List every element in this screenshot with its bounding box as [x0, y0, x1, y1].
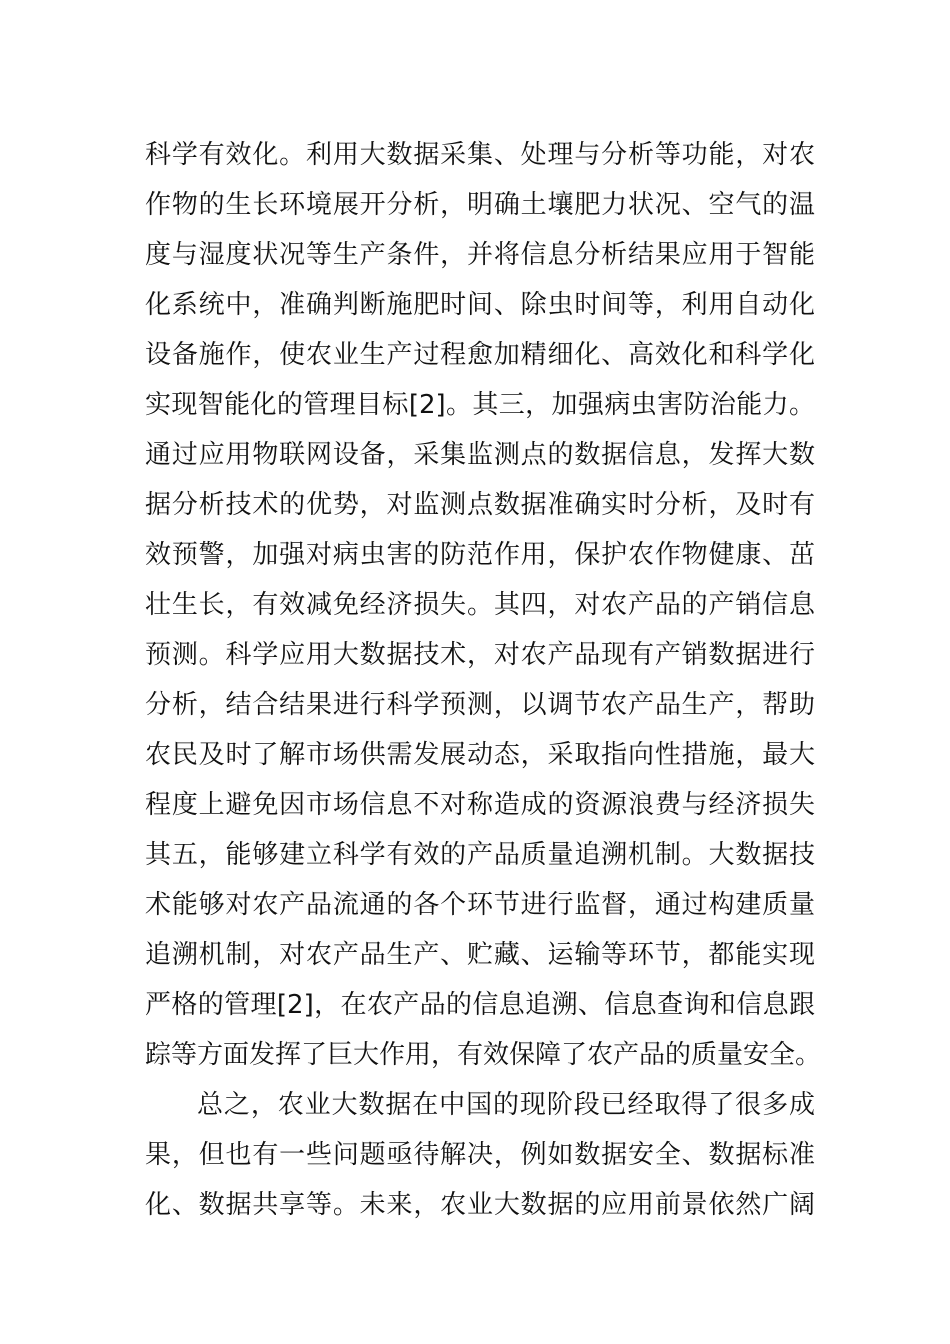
- text-line: 严格的管理[2]，在农产品的信息追溯、信息查询和信息跟: [145, 990, 815, 1020]
- text-line: 壮生长，有效减免经济损失。其四，对农产品的产销信息: [145, 590, 815, 620]
- body-text: [145, 130, 822, 1230]
- text-line: 农民及时了解市场供需发展动态，采取指向性措施，最大: [145, 740, 815, 770]
- text-line: 化、数据共享等。未来，农业大数据的应用前景依然广阔: [145, 1190, 815, 1220]
- text-line: 设备施作，使农业生产过程愈加精细化、高效化和科学化: [145, 340, 815, 370]
- text-line: 度与湿度状况等生产条件，并将信息分析结果应用于智能: [145, 240, 815, 270]
- text-line: 作物的生长环境展开分析，明确土壤肥力状况、空气的温: [145, 190, 815, 220]
- text-line: 通过应用物联网设备，采集监测点的数据信息，发挥大数: [145, 440, 815, 470]
- paragraph-start-line: 总之，农业大数据在中国的现阶段已经取得了很多成: [197, 1090, 815, 1120]
- text-line: 预测。科学应用大数据技术，对农产品现有产销数据进行: [145, 640, 815, 670]
- text-line: 据分析技术的优势，对监测点数据准确实时分析，及时有: [145, 490, 815, 520]
- text-line: 效预警，加强对病虫害的防范作用，保护农作物健康、茁: [145, 540, 815, 570]
- text-line: 分析，结合结果进行科学预测，以调节农产品生产，帮助: [145, 690, 815, 720]
- text-line: 果，但也有一些问题亟待解决，例如数据安全、数据标准: [145, 1140, 815, 1170]
- text-line: 其五，能够建立科学有效的产品质量追溯机制。大数据技: [145, 840, 815, 870]
- text-line: 追溯机制，对农产品生产、贮藏、运输等环节，都能实现: [145, 940, 815, 970]
- text-line: 科学有效化。利用大数据采集、处理与分析等功能，对农: [145, 140, 815, 170]
- text-line: 化系统中，准确判断施肥时间、除虫时间等，利用自动化: [145, 290, 815, 320]
- paragraph-end-line: 踪等方面发挥了巨大作用，有效保障了农产品的质量安全。: [145, 1040, 822, 1070]
- text-line: 程度上避免因市场信息不对称造成的资源浪费与经济损失: [145, 790, 815, 820]
- text-line: 实现智能化的管理目标[2]。其三，加强病虫害防治能力。: [145, 390, 815, 420]
- text-line: 术能够对农产品流通的各个环节进行监督，通过构建质量: [145, 890, 815, 920]
